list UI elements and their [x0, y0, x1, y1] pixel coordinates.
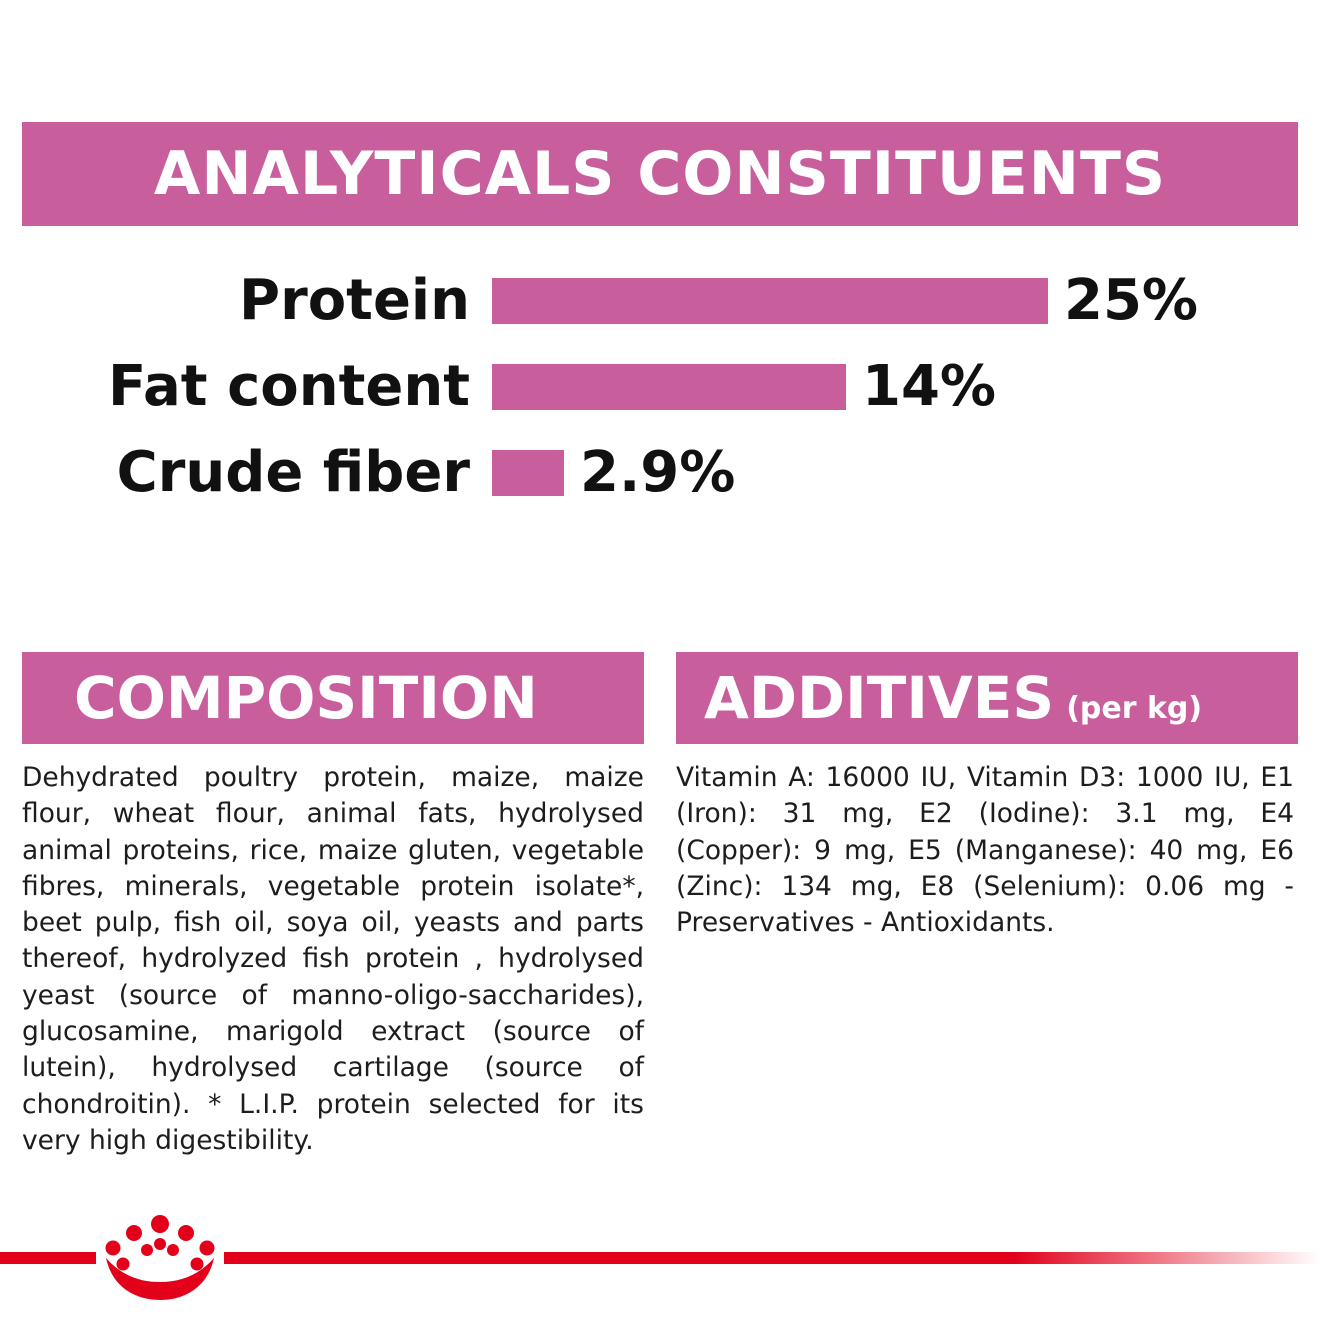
analyticals-bar-chart	[22, 258, 1298, 516]
chart-row	[22, 258, 1298, 344]
chart-value-label: 2.9%	[580, 440, 736, 505]
additives-heading: ADDITIVES	[704, 664, 1055, 732]
additives-subheading: (per kg)	[1066, 690, 1203, 726]
composition-banner	[22, 652, 644, 744]
chart-bar	[492, 450, 564, 496]
footer-rule-left	[0, 1252, 96, 1264]
footer-rule-right	[224, 1252, 1320, 1264]
chart-row	[22, 430, 1298, 516]
chart-bar	[492, 364, 846, 410]
chart-value-label: 14%	[862, 354, 997, 419]
additives-text: Vitamin A: 16000 IU, Vitamin D3: 1000 IU, E1 (Iron): 31 mg, E2 (Iodine): 3.1 mg, E4 (Copper): 9 mg, E5 (Manganese): 40 mg, E6 (Zinc): 134 mg, E8 (Selenium): 0.06 mg - Preservatives - Antioxidants.	[676, 762, 1294, 939]
chart-bar-wrap	[492, 440, 1298, 505]
chart-value-label: 25%	[1064, 268, 1199, 333]
chart-category-label: Protein	[239, 268, 470, 333]
composition-section	[22, 652, 644, 1159]
chart-bar-wrap	[492, 354, 1298, 419]
chart-bar	[492, 278, 1048, 324]
composition-text: Dehydrated poultry protein, maize, maize flour, wheat flour, animal fats, hydrolysed animal proteins, rice, maize gluten, vegetable fibres, minerals, vegetable protein isolate*, beet pulp, fish oil, soya oil, yeasts and parts thereof, hydrolyzed fish protein , hydrolysed yeast (source of manno-oligo-saccharides), glucosamine, marigold extract (source of lutein), hydrolysed cartilage (source of chondroitin). * L.I.P. protein selected for its very high digestibility.	[22, 762, 644, 1156]
additives-section	[676, 652, 1298, 1159]
chart-bar-wrap	[492, 268, 1298, 333]
footer-brand-bar	[0, 1196, 1320, 1320]
chart-row	[22, 344, 1298, 430]
chart-category-label: Crude fiber	[116, 440, 470, 505]
additives-banner	[676, 652, 1298, 744]
composition-heading: COMPOSITION	[74, 664, 538, 732]
info-columns	[22, 652, 1298, 1159]
royal-canin-crown-logo-icon	[96, 1214, 224, 1306]
analyticals-constituents-banner	[22, 122, 1298, 226]
page-title: ANALYTICALS CONSTITUENTS	[153, 139, 1167, 209]
chart-category-label: Fat content	[108, 354, 470, 419]
